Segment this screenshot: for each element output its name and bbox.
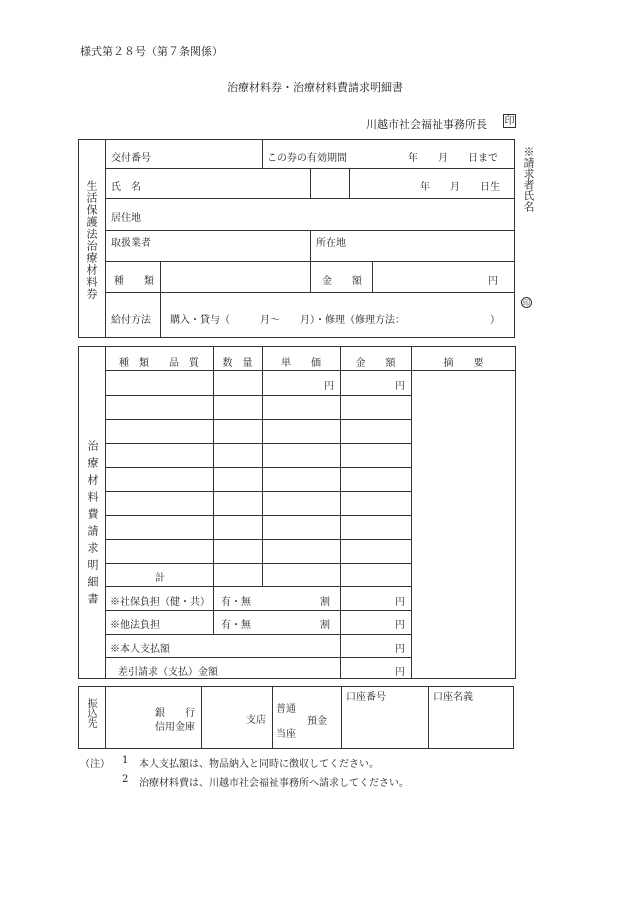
location-label: 所在地: [316, 238, 346, 249]
current-label: 当座: [276, 729, 296, 740]
self-pay-yen: 円: [395, 644, 405, 655]
branch-label: 支店: [246, 715, 266, 726]
form-code: 様式第２８号（第７条関係）: [80, 45, 223, 58]
page-title: 治療材料券・治療材料費請求明細書: [227, 81, 403, 94]
credit-union-label: 信用金庫: [155, 722, 195, 733]
validity-date: 年 月 日まで: [408, 153, 498, 164]
issue-number-label: 交付番号: [111, 153, 151, 164]
note-1-number: 1: [122, 755, 129, 766]
issuer: 川越市社会福祉事務所長: [366, 118, 487, 131]
other-law-yes-no: 有・無: [221, 620, 251, 631]
ordinary-label: 普通: [276, 704, 296, 715]
header-type-quality: 種 類 品 質: [119, 358, 199, 369]
transfer-side-label: 振込先: [85, 698, 96, 728]
amount-yen: 円: [395, 381, 405, 392]
total-label: 計: [155, 573, 165, 584]
note-2-text: 治療材料費は、川越市社会福祉事務所へ請求してください。: [139, 778, 409, 789]
unit-price-yen: 円: [324, 381, 334, 392]
social-insurance-label: ※社保負担（健・共）: [110, 597, 210, 608]
name-label: 氏 名: [111, 182, 141, 193]
method-label: 給付方法: [111, 315, 151, 326]
account-name-label: 口座名義: [433, 692, 473, 703]
issuer-seal: 印: [504, 116, 515, 127]
other-law-label: ※他法負担: [110, 620, 160, 631]
address-label: 居住地: [111, 213, 141, 224]
method-text: 購入・貸与（ 月〜 月）・修理（修理方法： ）: [170, 315, 500, 326]
self-pay-label: ※本人支払額: [110, 644, 170, 655]
header-remarks: 摘 要: [443, 358, 484, 369]
other-law-yen: 円: [395, 620, 405, 631]
other-law-percent: 割: [320, 620, 330, 631]
handler-label: 取扱業者: [111, 238, 151, 249]
birth-date: 年 月 日生: [420, 182, 500, 193]
claimant-seal: 印: [523, 299, 530, 307]
note-2-number: 2: [122, 774, 129, 785]
social-insurance-yes-no: 有・無: [221, 597, 251, 608]
net-claim-label: 差引請求（支払）金額: [118, 667, 218, 678]
deposit-label: 預金: [307, 716, 327, 727]
validity-label: この券の有効期間: [267, 153, 347, 164]
social-insurance-percent: 割: [320, 597, 330, 608]
social-insurance-yen: 円: [395, 597, 405, 608]
note-1-text: 本人支払額は、物品納入と同時に徴収してください。: [139, 759, 379, 770]
detail-side-label: 治療材料費請求明細書: [86, 440, 99, 610]
amount-label: 金 額: [322, 276, 362, 287]
claimant-label: ※請求者氏名: [522, 146, 535, 212]
header-unit-price: 単 価: [281, 358, 321, 369]
bank-label: 銀 行: [155, 708, 195, 719]
coupon-side-label: 生活保護法治療材料券: [85, 180, 98, 300]
header-amount: 金 額: [355, 358, 396, 369]
account-number-label: 口座番号: [346, 692, 386, 703]
net-claim-yen: 円: [395, 667, 405, 678]
header-quantity: 数 量: [222, 358, 253, 369]
amount-yen: 円: [488, 276, 498, 287]
type-label: 種 類: [114, 276, 154, 287]
notes-prefix: （注）: [80, 759, 110, 770]
